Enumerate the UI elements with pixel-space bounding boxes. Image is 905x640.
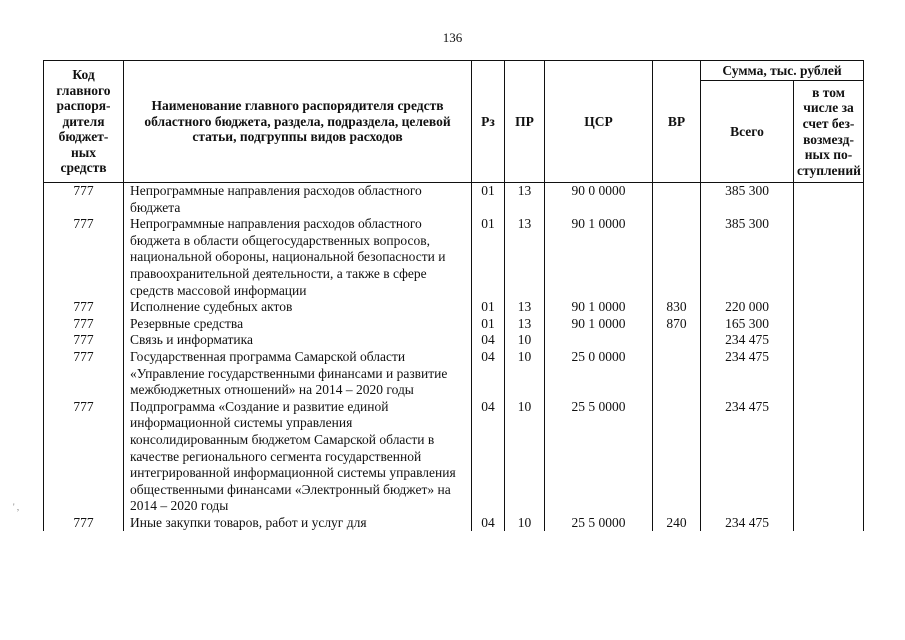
table-body <box>44 183 864 532</box>
cell-pr: 10 <box>505 399 545 515</box>
cell-csr <box>545 332 653 349</box>
table-row <box>44 183 864 217</box>
cell-pr: 13 <box>505 316 545 333</box>
cell-grants <box>794 399 864 515</box>
cell-grants <box>794 299 864 316</box>
table-row <box>44 216 864 299</box>
cell-vr <box>653 183 701 217</box>
cell-name: Связь и информатика <box>124 332 472 349</box>
cell-rz: 04 <box>472 399 505 515</box>
budget-table <box>43 60 864 531</box>
cell-csr: 90 0 0000 <box>545 183 653 217</box>
header-code: Код главного распоря-дителя бюджет-ных средств <box>44 61 124 183</box>
cell-rz: 04 <box>472 332 505 349</box>
cell-name: Подпрограмма «Создание и развитие единой информационной системы управления консолидированным бюджетом Самарской области в качестве регионального сегмента государственной интегрированной информационной системы управления общественными финансами «Электронный бюджет» на 2014 – 2020 годы <box>124 399 472 515</box>
page-number: 136 <box>442 30 463 45</box>
cell-vr: 830 <box>653 299 701 316</box>
table-row <box>44 349 864 399</box>
header-rz: Рз <box>472 61 505 183</box>
cell-name: Исполнение судебных актов <box>124 299 472 316</box>
cell-vr <box>653 399 701 515</box>
cell-grants <box>794 316 864 333</box>
cell-pr: 13 <box>505 216 545 299</box>
cell-pr: 13 <box>505 183 545 217</box>
header-sum-group: Сумма, тыс. рублей <box>701 61 864 81</box>
cell-vr: 240 <box>653 515 701 532</box>
cell-csr: 25 5 0000 <box>545 399 653 515</box>
header-grants: в том числе за счет без-возмезд-ных по-ступлений <box>794 81 864 183</box>
cell-code: 777 <box>44 183 124 217</box>
cell-csr: 90 1 0000 <box>545 316 653 333</box>
cell-code: 777 <box>44 399 124 515</box>
table-row <box>44 515 864 532</box>
cell-total: 220 000 <box>701 299 794 316</box>
cell-csr: 90 1 0000 <box>545 299 653 316</box>
table-row <box>44 299 864 316</box>
table-row <box>44 332 864 349</box>
cell-rz: 01 <box>472 316 505 333</box>
cell-pr: 13 <box>505 299 545 316</box>
cell-grants <box>794 216 864 299</box>
cell-csr: 25 0 0000 <box>545 349 653 399</box>
header-name: Наименование главного распорядителя средств областного бюджета, раздела, подраздела, целевой статьи, подгруппы видов расходов <box>124 61 472 183</box>
cell-name: Государственная программа Самарской области «Управление государственными финансами и развитие межбюджетных отношений» на 2014 – 2020 годы <box>124 349 472 399</box>
table-row <box>44 316 864 333</box>
cell-vr: 870 <box>653 316 701 333</box>
table-row <box>44 399 864 515</box>
header-csr: ЦСР <box>545 61 653 183</box>
cell-total: 165 300 <box>701 316 794 333</box>
header-vr: ВР <box>653 61 701 183</box>
cell-code: 777 <box>44 332 124 349</box>
cell-total: 234 475 <box>701 332 794 349</box>
cell-pr: 10 <box>505 515 545 532</box>
cell-code: 777 <box>44 299 124 316</box>
cell-rz: 04 <box>472 349 505 399</box>
cell-total: 385 300 <box>701 216 794 299</box>
cell-rz: 01 <box>472 216 505 299</box>
cell-grants <box>794 515 864 532</box>
cell-total: 385 300 <box>701 183 794 217</box>
cell-grants <box>794 349 864 399</box>
cell-name: Иные закупки товаров, работ и услуг для <box>124 515 472 532</box>
cell-name: Непрограммные направления расходов областного бюджета в области общегосударственных вопросов, национальной обороны, национальной безопасности и правоохранительной деятельности, а также в сфере средств массовой информации <box>124 216 472 299</box>
cell-grants <box>794 332 864 349</box>
cell-csr: 90 1 0000 <box>545 216 653 299</box>
table-header <box>44 61 864 183</box>
cell-vr <box>653 216 701 299</box>
header-total: Всего <box>701 81 794 183</box>
cell-rz: 01 <box>472 299 505 316</box>
cell-code: 777 <box>44 316 124 333</box>
cell-total: 234 475 <box>701 349 794 399</box>
cell-code: 777 <box>44 349 124 399</box>
cell-pr: 10 <box>505 332 545 349</box>
cell-name: Непрограммные направления расходов областного бюджета <box>124 183 472 217</box>
cell-code: 777 <box>44 216 124 299</box>
cell-total: 234 475 <box>701 515 794 532</box>
cell-total: 234 475 <box>701 399 794 515</box>
cell-vr <box>653 332 701 349</box>
header-pr: ПР <box>505 61 545 183</box>
scan-artifact: ' , <box>13 502 20 512</box>
cell-code: 777 <box>44 515 124 532</box>
cell-name: Резервные средства <box>124 316 472 333</box>
cell-grants <box>794 183 864 217</box>
cell-csr: 25 5 0000 <box>545 515 653 532</box>
cell-rz: 04 <box>472 515 505 532</box>
cell-pr: 10 <box>505 349 545 399</box>
cell-vr <box>653 349 701 399</box>
cell-rz: 01 <box>472 183 505 217</box>
